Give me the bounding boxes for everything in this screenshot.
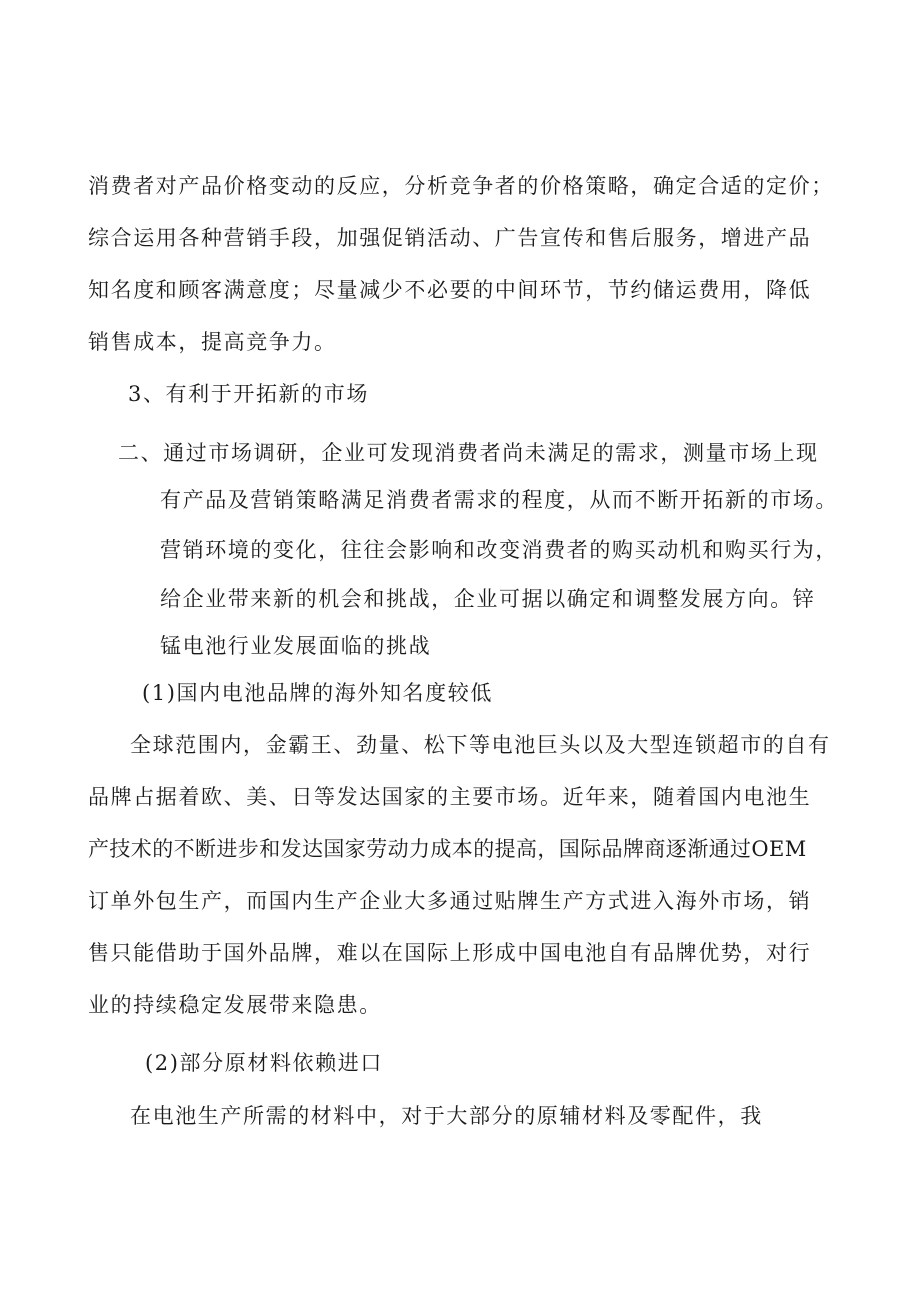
- paragraph-line: 销售成本，提高竞争力。: [88, 330, 337, 354]
- paragraph-line: 知名度和顾客满意度；尽量减少不必要的中间环节，节约储运费用，降低: [88, 278, 812, 302]
- section-line: 有产品及营销策略满足消费者需求的程度，从而不断开拓新的市场。: [160, 488, 838, 512]
- paragraph-line: 售只能借助于国外品牌，难以在国际上形成中国电池自有品牌优势，对行: [88, 941, 812, 965]
- paragraph-line: 业的持续稳定发展带来隐患。: [88, 993, 382, 1017]
- paragraph-line: 综合运用各种营销手段，加强促销活动、广告宣传和售后服务，增进产品: [88, 226, 812, 250]
- paragraph-line: 产技术的不断进步和发达国家劳动力成本的提高，国际品牌商逐渐通过OEM: [88, 837, 807, 861]
- paragraph-line: 品牌占据着欧、美、日等发达国家的主要市场。近年来，随着国内电池生: [88, 785, 812, 809]
- section-line: 二、通过市场调研，企业可发现消费者尚未满足的需求，测量市场上现: [118, 441, 819, 465]
- section-line: 营销环境的变化，往往会影响和改变消费者的购买动机和购买行为，: [160, 538, 838, 562]
- section-heading: 3、有利于开拓新的市场: [128, 382, 369, 406]
- paragraph-line: 全球范围内，金霸王、劲量、松下等电池巨头以及大型连锁超市的自有: [130, 733, 831, 757]
- paragraph-line: 在电池生产所需的材料中，对于大部分的原辅材料及零配件，我: [130, 1104, 763, 1128]
- subsection-heading: (2)部分原材料依赖进口: [145, 1051, 383, 1075]
- paragraph-line: 消费者对产品价格变动的反应，分析竞争者的价格策略，确定合适的定价；: [88, 174, 834, 198]
- section-line: 给企业带来新的机会和挑战，企业可据以确定和调整发展方向。锌: [160, 587, 816, 611]
- subsection-heading: (1)国内电池品牌的海外知名度较低: [142, 681, 493, 705]
- section-line: 锰电池行业发展面临的挑战: [160, 634, 432, 658]
- paragraph-line: 订单外包生产，而国内生产企业大多通过贴牌生产方式进入海外市场，销: [88, 889, 812, 913]
